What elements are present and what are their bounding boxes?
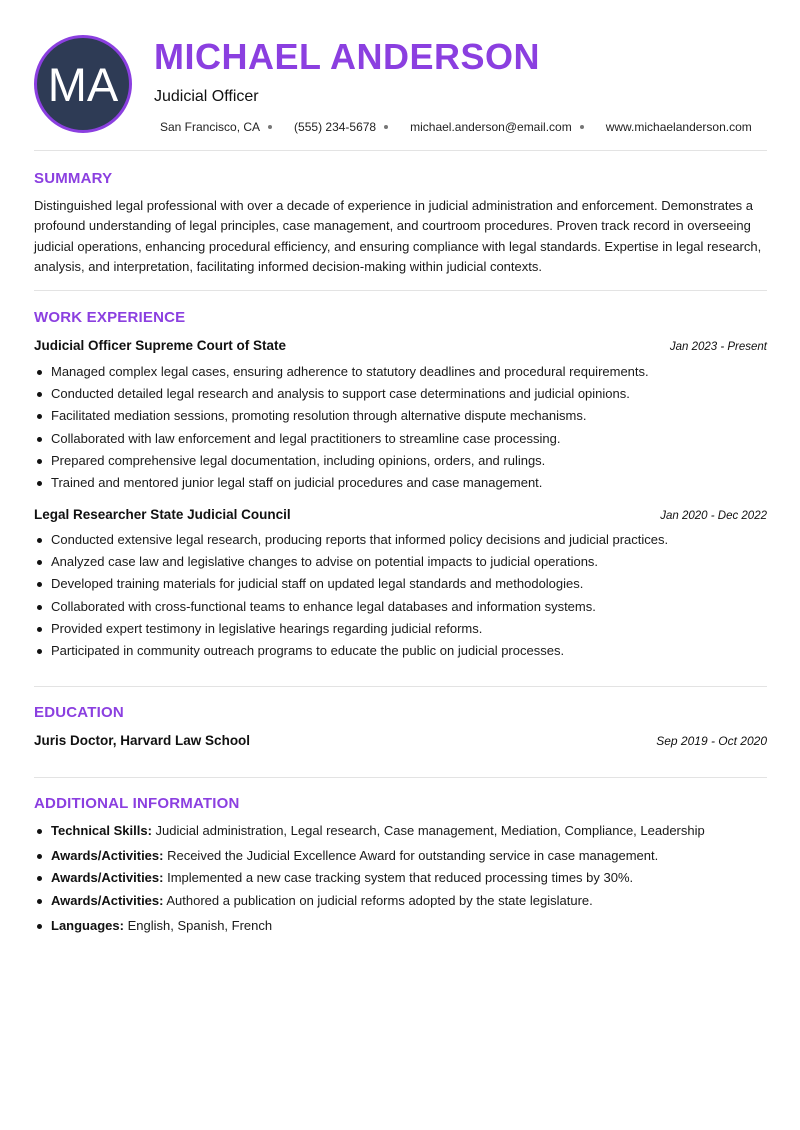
contact-line [160, 120, 752, 134]
info-label: Awards/Activities: [51, 892, 164, 908]
info-label: Awards/Activities: [51, 848, 164, 864]
job-bullets [34, 529, 774, 662]
list-item [34, 915, 774, 937]
list-item [34, 845, 774, 867]
avatar-initials: MA [47, 57, 119, 111]
work-experience-heading: WORK EXPERIENCE [34, 309, 186, 326]
list-item: Prepared comprehensive legal documentation, including opinions, orders, and rulings. [34, 450, 774, 472]
list-item: Collaborated with law enforcement and legal practitioners to streamline case processing. [34, 428, 774, 450]
info-label: Technical Skills: [51, 823, 152, 838]
section-divider [34, 686, 767, 687]
list-item: Provided expert testimony in legislative hearings regarding judicial reforms. [34, 618, 774, 640]
info-label: Languages: [51, 917, 124, 933]
dot-separator [268, 125, 272, 129]
section-divider [34, 150, 767, 151]
section-divider [34, 290, 767, 291]
summary-heading: SUMMARY [34, 170, 113, 187]
education-date: Sep 2019 - Oct 2020 [656, 734, 767, 748]
additional-info-heading: ADDITIONAL INFORMATION [34, 795, 240, 812]
info-label: Awards/Activities: [51, 870, 164, 886]
contact-location: San Francisco, CA [160, 120, 261, 134]
section-divider [34, 777, 767, 778]
job-header [34, 507, 767, 522]
job-date: Jan 2023 - Present [669, 341, 767, 353]
job-role: Legal Researcher State Judicial Council [34, 507, 291, 522]
list-item [34, 820, 774, 842]
degree: Juris Doctor, Harvard Law School [34, 733, 251, 748]
job-header [34, 338, 767, 353]
avatar [34, 35, 132, 133]
list-item: Developed training materials for judicial staff on updated legal standards and methodologies. [34, 573, 774, 595]
list-item: Facilitated mediation sessions, promoting resolution through alternative dispute mechanisms. [34, 405, 774, 427]
job-role: Judicial Officer Supreme Court of State [34, 338, 287, 353]
list-item: Managed complex legal cases, ensuring adherence to statutory deadlines and procedural requirements. [34, 361, 774, 383]
dot-separator [384, 125, 388, 129]
job-title: Judicial Officer [154, 88, 259, 105]
info-text: Implemented a new case tracking system that reduced processing times by 30%. [163, 870, 634, 886]
list-item [34, 867, 774, 889]
additional-info-list [34, 820, 774, 937]
info-text: Authored a publication on judicial reforms adopted by the state legislature. [163, 892, 593, 908]
contact-phone: (555) 234-5678 [294, 120, 377, 134]
contact-website[interactable]: www.michaelanderson.com [605, 120, 752, 134]
info-text: Judicial administration, Legal research, Case management, Mediation, Compliance, Leadership [151, 823, 705, 838]
info-text: Received the Judicial Excellence Award for outstanding service in case management. [163, 848, 659, 864]
list-item: Participated in community outreach programs to educate the public on judicial processes. [34, 640, 774, 662]
list-item: Analyzed case law and legislative changes to advise on potential impacts to judicial operations. [34, 551, 774, 573]
list-item [34, 890, 774, 912]
candidate-name: MICHAEL ANDERSON [154, 36, 541, 77]
education-entry [34, 733, 767, 748]
education-heading: EDUCATION [34, 704, 124, 721]
list-item: Conducted detailed legal research and analysis to support case determinations and judicial opinions. [34, 383, 774, 405]
job-bullets [34, 361, 774, 494]
list-item: Collaborated with cross-functional teams to enhance legal databases and information systems. [34, 596, 774, 618]
list-item: Conducted extensive legal research, producing reports that informed policy decisions and judicial practices. [34, 529, 774, 551]
job-date: Jan 2020 - Dec 2022 [660, 510, 767, 522]
summary-text: Distinguished legal professional with over a decade of experience in judicial administration and enforcement. Demonstrates a profound understanding of legal principles, case management, and courtroom procedures. Proven track record in overseeing judicial operations, enhancing procedural efficiency, and ensuring compliance with legal standards. Expertise in legal research, analysis, and interpretation, facilitating informed decision-making within judicial contexts. [34, 198, 762, 274]
contact-email[interactable]: michael.anderson@email.com [410, 120, 572, 134]
dot-separator [580, 125, 584, 129]
info-text: English, Spanish, French [123, 917, 273, 933]
list-item: Trained and mentored junior legal staff on judicial procedures and case management. [34, 472, 774, 494]
